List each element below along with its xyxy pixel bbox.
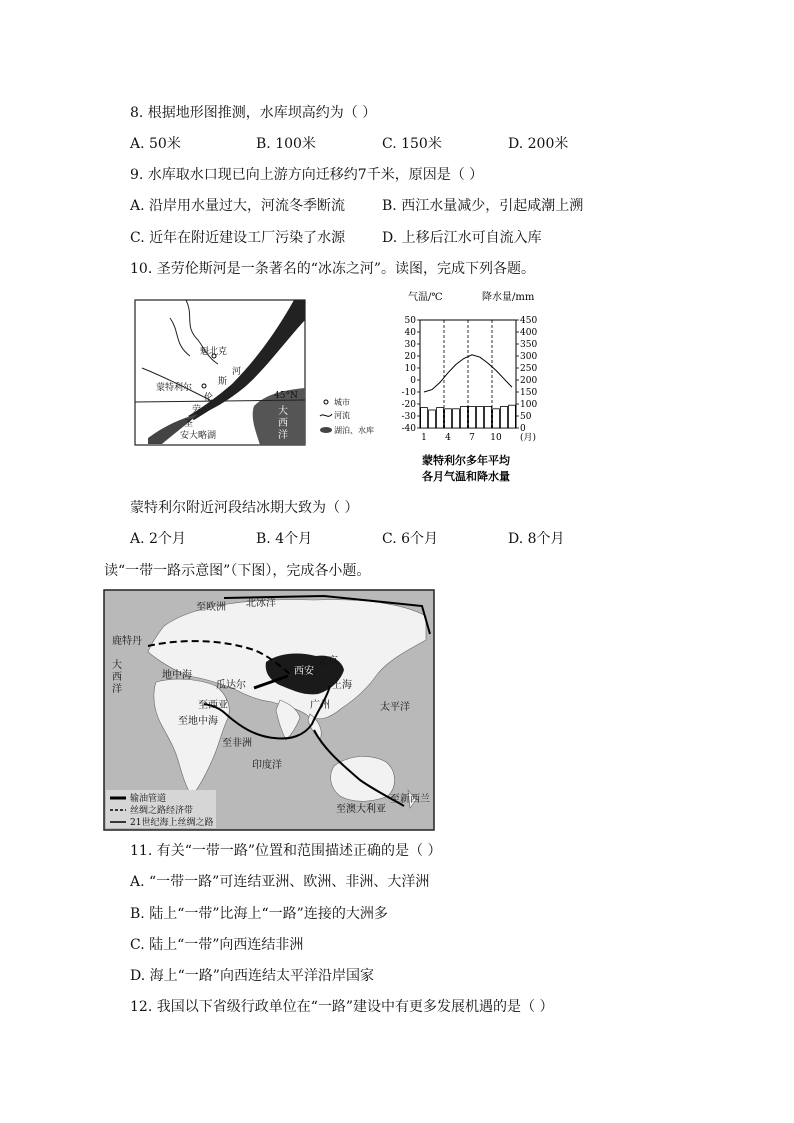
precip-tick-label: 350	[520, 340, 538, 350]
q9-option-b: B. 西江水量减少，引起咸潮上溯	[382, 198, 584, 214]
belt-road-map	[104, 590, 434, 830]
q11-option-c: C. 陆上“一带”向西连结非洲	[130, 937, 304, 953]
temp-tick-label: -40	[401, 424, 416, 434]
q11-stem: 11. 有关“一带一路”位置和范围描述正确的是（ ）	[130, 843, 442, 859]
label-arctic: 北冰洋	[246, 598, 276, 609]
label-atlantic-2: 西	[112, 672, 122, 683]
label-europe: 至欧洲	[196, 602, 226, 613]
q12-stem: 12. 我国以下省级行政单位在“一路”建设中有更多发展机遇的是（ ）	[130, 999, 554, 1015]
q11-option-d: D. 海上“一路”向西连结太平洋沿岸国家	[130, 968, 374, 984]
temp-tick-label: -10	[401, 388, 416, 398]
precip-bar	[469, 406, 476, 428]
q8-option-a: A. 50米	[130, 136, 181, 152]
belt-road-intro: 读“一带一路示意图”（下图），完成各小题。	[104, 563, 371, 579]
q9-stem: 9. 水库取水口现已向上游方向迁移约7千米，原因是（ ）	[130, 167, 484, 183]
chart-left-axis-title: 气温/℃	[408, 292, 443, 303]
legend-river: 河流	[334, 411, 350, 420]
precip-bar	[453, 409, 460, 428]
label-lun: 伦	[204, 393, 214, 403]
temp-tick-label: 30	[404, 340, 416, 350]
label-45n: 45°N	[274, 391, 298, 401]
st-lawrence-map	[134, 298, 374, 448]
precip-bar	[445, 409, 452, 428]
label-west-asia: 至西亚	[198, 700, 228, 711]
q9-option-a: A. 沿岸用水量过大，河流冬季断流	[130, 198, 346, 214]
label-sheng: 圣	[184, 419, 194, 429]
chart-caption-line1: 蒙特利尔多年平均	[422, 454, 510, 467]
q10-option-d: D. 8个月	[508, 531, 565, 547]
montreal-city-dot	[202, 384, 206, 388]
precip-bar	[429, 410, 436, 428]
month-tick-label: 4	[445, 433, 451, 443]
precip-bar	[437, 408, 444, 428]
label-to-med: 至地中海	[178, 716, 218, 727]
precip-tick-label: 0	[520, 424, 526, 434]
legend-river-icon	[320, 414, 332, 416]
q9-option-d: D. 上移后江水可自流入库	[382, 230, 542, 246]
temp-tick-label: 0	[410, 376, 416, 386]
precip-bar	[509, 405, 516, 428]
q8-option-d: D. 200米	[508, 136, 569, 152]
temp-tick-label: 50	[404, 316, 416, 326]
chart-right-axis-title: 降水量/mm	[482, 292, 535, 303]
precip-tick-label: 300	[520, 352, 538, 362]
label-atlantic-3: 洋	[112, 684, 122, 695]
precip-tick-label: 50	[520, 412, 532, 422]
label-nz: 至新西兰	[390, 794, 430, 805]
label-lao: 劳	[192, 405, 202, 415]
legend-city-icon	[324, 400, 328, 404]
precip-bar	[501, 406, 508, 428]
label-xian: 西安	[294, 666, 314, 677]
label-si: 斯	[218, 377, 228, 387]
label-montreal: 蒙特利尔	[156, 383, 193, 393]
legend-lake-icon	[320, 427, 332, 433]
label-beijing: 北京	[318, 656, 338, 667]
label-guangzhou: 广州	[310, 700, 330, 711]
q9-option-c: C. 近年在附近建设工厂污染了水源	[130, 230, 346, 246]
month-tick-label: 7	[469, 433, 475, 443]
climate-chart	[386, 288, 556, 488]
label-atlantic-1: 大	[112, 660, 122, 671]
label-quebec: 魁北克	[200, 347, 228, 357]
label-indian: 印度洋	[252, 760, 282, 771]
q8-option-b: B. 100米	[256, 136, 316, 152]
q8-stem: 8. 根据地形图推测，水库坝高约为（ ）	[130, 105, 377, 121]
precip-tick-label: 450	[520, 316, 538, 326]
label-gwadar: 瓜达尔	[216, 680, 246, 691]
q10-option-c: C. 6个月	[382, 531, 439, 547]
label-rotterdam: 鹿特丹	[112, 636, 142, 647]
temp-tick-label: 10	[404, 364, 416, 374]
precip-tick-label: 200	[520, 376, 538, 386]
precip-bar	[477, 406, 484, 428]
label-med: 地中海	[162, 670, 192, 681]
q10-stem: 蒙特利尔附近河段结冰期大致为（ ）	[130, 500, 359, 516]
month-tick-label: (月)	[520, 433, 537, 443]
precip-bar	[493, 409, 500, 428]
month-tick-label: 10	[490, 433, 502, 443]
legend-city: 城市	[334, 398, 350, 407]
q10-option-b: B. 4个月	[256, 531, 313, 547]
precip-bar	[461, 406, 468, 428]
precip-tick-label: 150	[520, 388, 538, 398]
q10-option-a: A. 2个月	[130, 531, 186, 547]
q11-option-b: B. 陆上“一带”比海上“一路”连接的大洲多	[130, 906, 388, 922]
label-ocean-2: 西	[278, 418, 288, 429]
precip-tick-label: 250	[520, 364, 538, 374]
legend-pipeline: 输油管道	[130, 794, 167, 804]
q10-intro: 10. 圣劳伦斯河是一条著名的“冰冻之河”。读图，完成下列各题。	[130, 261, 536, 277]
temp-tick-label: 40	[404, 328, 416, 338]
label-he: 河	[232, 367, 242, 377]
legend-lake: 湖泊、水库	[334, 426, 374, 435]
temp-tick-label: -30	[401, 412, 416, 422]
temp-tick-label: 20	[404, 352, 416, 362]
month-tick-label: 1	[421, 433, 427, 443]
temp-tick-label: -20	[401, 400, 416, 410]
precip-tick-label: 100	[520, 400, 538, 410]
q8-option-c: C. 150米	[382, 136, 442, 152]
label-ontario: 安大略湖	[180, 431, 217, 441]
q11-option-a: A. “一带一路”可连结亚洲、欧洲、非洲、大洋洲	[130, 874, 430, 890]
chart-caption-line2: 各月气温和降水量	[422, 470, 510, 483]
label-ocean-1: 大	[278, 406, 288, 417]
legend-belt: 丝绸之路经济带	[130, 806, 194, 816]
label-africa: 至非洲	[222, 738, 252, 749]
precip-bar	[485, 406, 492, 428]
precip-bar	[421, 408, 428, 428]
label-pacific: 太平洋	[380, 702, 410, 713]
label-shanghai: 上海	[332, 680, 352, 691]
label-australia: 至澳大利亚	[336, 804, 386, 815]
legend-sea-road: 21世纪海上丝绸之路	[130, 818, 214, 828]
label-ocean-3: 洋	[278, 430, 288, 441]
precip-tick-label: 400	[520, 328, 538, 338]
